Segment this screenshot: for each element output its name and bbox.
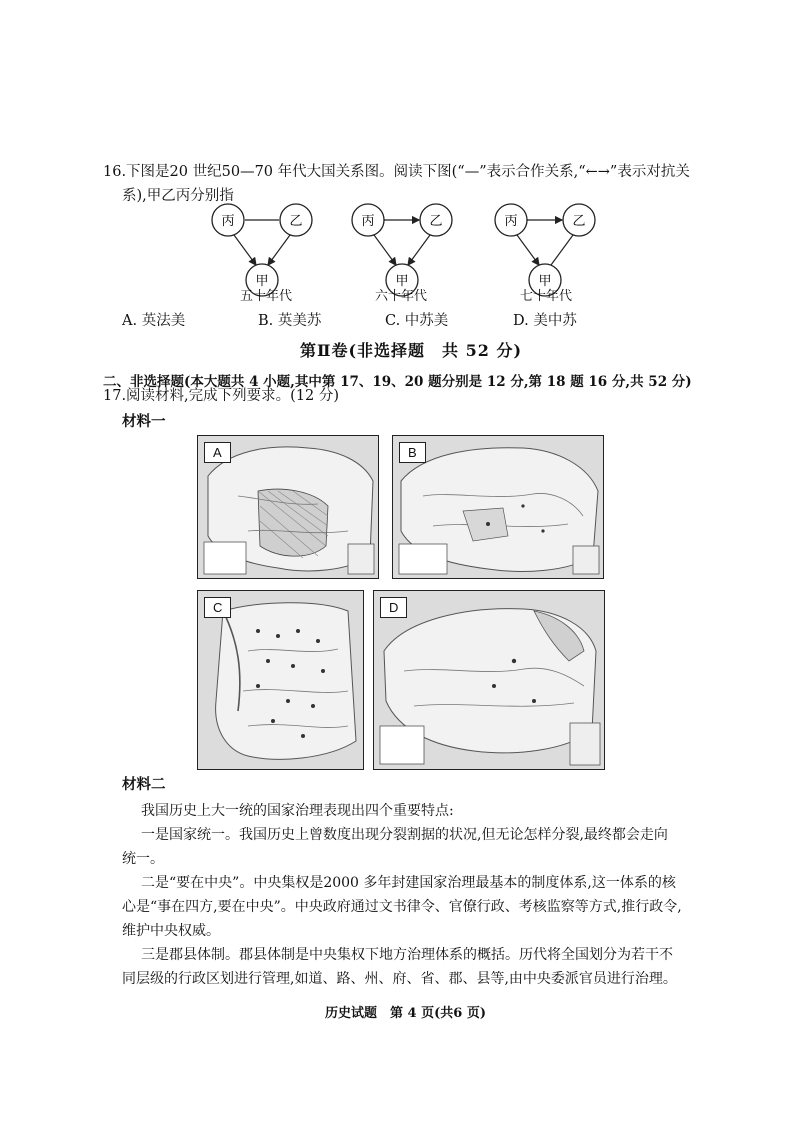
map-letter-a: A [204,442,231,463]
era-label-sixties: 六十年代 [375,289,428,304]
paragraph-line: 同层级的行政区划进行管理,如道、路、州、府、省、郡、县等,由中央委派官员进行治理。 [122,971,677,987]
node-jia-label: 甲 [255,274,269,289]
map-inset [570,723,600,765]
material1-label: 材料一 [122,413,166,430]
paragraph-line: 心是“事在四方,要在中央”。中央政府通过文书律令、官僚行政、考核监察等方式,推行政令, [122,899,682,915]
node-bing-label: 丙 [361,214,375,229]
option-d[interactable]: D. 美中苏 [513,313,577,329]
confrontation-arrow [374,235,396,265]
node-jia-label: 甲 [538,274,552,289]
node-jia-label: 甲 [395,274,409,289]
paragraph-line: 统一。 [122,851,164,867]
map-legend [399,544,447,574]
page-footer: 历史试题 第 4 页(共6 页) [325,1006,486,1021]
option-b[interactable]: B. 英美苏 [258,313,322,329]
paragraph-line: 二是“要在中央”。中央集权是2000 多年封建国家治理最基本的制度体系,这一体系的核 [141,875,676,891]
paragraph-line: 一是国家统一。我国历史上曾数度出现分裂割据的状况,但无论怎样分裂,最终都会走向 [141,827,668,843]
paragraph-line: 维护中央权威。 [122,923,220,939]
map-panel-b [392,435,604,579]
q17-prompt: 17.阅读材料,完成下列要求。(12 分) [103,388,340,404]
q16-stem-line2: 系),甲乙丙分别指 [122,188,234,204]
q16-stem-line1: 16.下图是20 世纪50—70 年代大国关系图。阅读下图(“—”表示合作关系,“←→”表示对抗关 [103,164,690,180]
cooperation-line [551,235,573,265]
map-letter-d: D [380,597,407,618]
map-inset [348,544,374,574]
node-yi-label: 乙 [429,214,443,229]
node-yi-label: 乙 [572,214,586,229]
historical-map-d [374,591,604,769]
paragraph-line: 我国历史上大一统的国家治理表现出四个重要特点: [141,803,454,819]
confrontation-arrow [408,235,430,265]
material2-label: 材料二 [122,776,166,793]
paragraph-line: 三是郡县体制。郡县体制是中央集权下地方治理体系的概括。历代将全国划分为若干不 [141,947,673,963]
option-c[interactable]: C. 中苏美 [385,313,449,329]
section-header: 二、非选择题(本大题共 4 小题,其中第 17、19、20 题分别是 12 分,第 18 题 16 分,共 52 分) [103,374,692,390]
map-panel-a [197,435,379,579]
node-bing-label: 丙 [504,214,518,229]
map-legend [204,542,246,574]
section-title: 第Ⅱ卷(非选择题 共 52 分) [300,341,523,360]
map-legend [380,726,424,764]
confrontation-arrow [517,235,539,265]
map-inset [573,546,599,574]
node-bing-label: 丙 [221,214,235,229]
confrontation-arrow [234,235,256,265]
confrontation-arrow [268,235,290,265]
option-a[interactable]: A. 英法美 [122,313,186,329]
map-letter-c: C [204,597,231,618]
era-label-fifties: 五十年代 [240,289,293,304]
map-panel-d [373,590,605,770]
map-letter-b: B [399,442,426,463]
era-label-seventies: 七十年代 [520,289,573,304]
node-yi-label: 乙 [289,214,303,229]
map-panel-c [197,590,364,770]
